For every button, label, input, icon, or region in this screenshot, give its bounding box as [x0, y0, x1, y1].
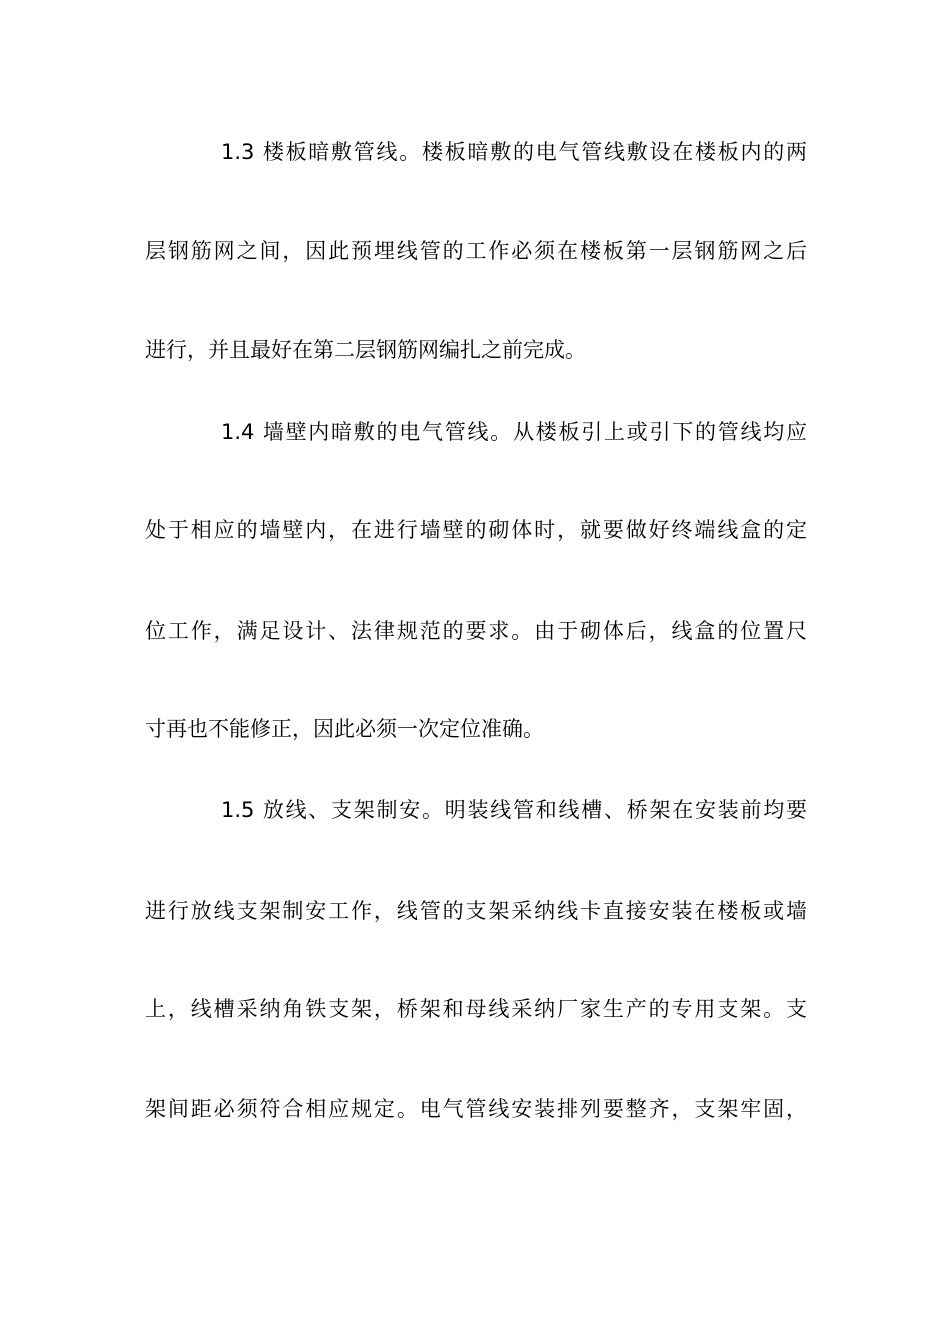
paragraph-2-line-3: 位工作，满足设计、法律规范的要求。由于砌体后，线盒的位置尺: [145, 619, 807, 643]
paragraph-3-line-4: 架间距必须符合相应规定。电气管线安装排列要整齐，支架牢固，: [145, 1097, 807, 1121]
paragraph-1-line-1: 1.3 楼板暗敷管线。楼板暗敷的电气管线敷设在楼板内的两: [221, 140, 807, 164]
paragraph-3-line-1: 1.5 放线、支架制安。明装线管和线槽、桥架在安装前均要: [221, 798, 807, 822]
paragraph-2-line-2: 处于相应的墙壁内，在进行墙壁的砌体时，就要做好终端线盒的定: [145, 518, 807, 542]
paragraph-3-line-2: 进行放线支架制安工作，线管的支架采纳线卡直接安装在楼板或墙: [145, 899, 807, 923]
paragraph-2-line-1: 1.4 墙壁内暗敷的电气管线。从楼板引上或引下的管线均应: [221, 420, 807, 444]
paragraph-1-line-3: 进行，并且最好在第二层钢筋网编扎之前完成。: [145, 338, 586, 362]
paragraph-3-line-3: 上，线槽采纳角铁支架，桥架和母线采纳厂家生产的专用支架。支: [145, 997, 807, 1021]
paragraph-1-line-2: 层钢筋网之间，因此预埋线管的工作必须在楼板第一层钢筋网之后: [145, 239, 807, 263]
paragraph-2-line-4: 寸再也不能修正，因此必须一次定位准确。: [145, 717, 544, 741]
